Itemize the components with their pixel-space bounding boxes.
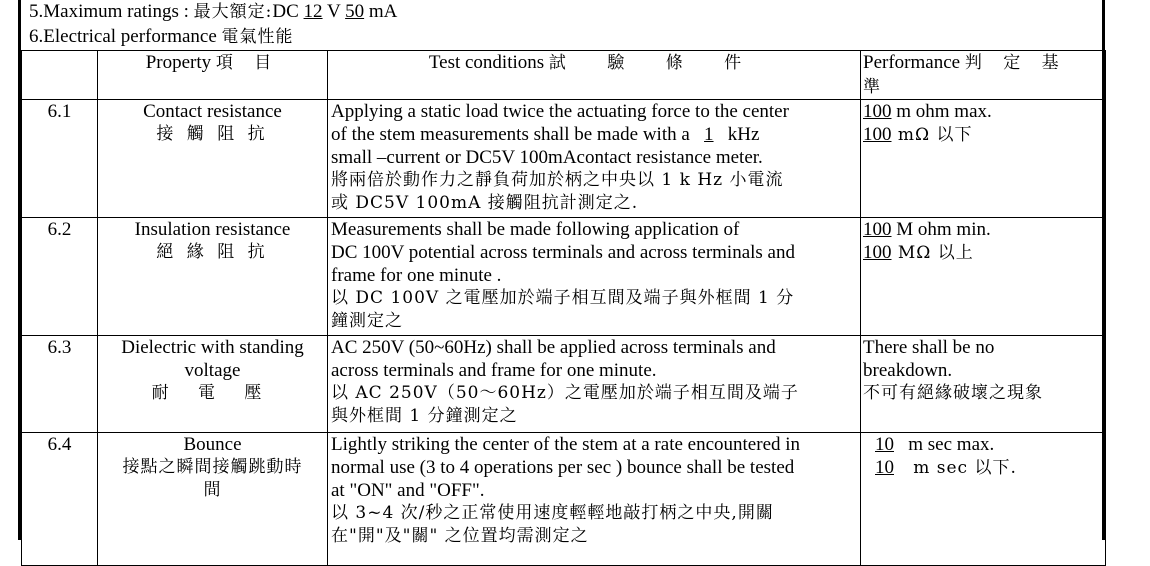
header-conditions-cjk: 試 驗 條 件 (548, 53, 760, 73)
row-conditions (328, 336, 861, 433)
property-en: Dielectric with standing (121, 337, 304, 358)
condition-line: at "ON" and "OFF". (331, 480, 485, 501)
performance-unit: m ohm max. (891, 101, 992, 122)
row-property (98, 100, 328, 218)
condition-cjk-line: 將兩倍於動作力之靜負荷加於柄之中央以 1 k Hz 小電流 (331, 170, 784, 190)
performance-unit: m sec 以下. (894, 458, 1017, 478)
header-property-en: Property (145, 52, 212, 73)
condition-cjk-line: 以 3~4 次/秒之正常使用速度輕輕地敲打柄之中央,開關 (331, 503, 774, 523)
performance-unit: MΩ 以上 (891, 243, 974, 263)
performance-line (863, 100, 1103, 123)
performance-line (863, 456, 1103, 480)
performance-unit: m sec max. (894, 434, 995, 455)
performance-line (863, 218, 1103, 241)
condition-line: normal use (3 to 4 operations per sec ) bounce shall be tested (331, 457, 795, 478)
header-conditions-en: Test conditions (428, 52, 545, 73)
row-number: 6.2 (22, 218, 98, 336)
property-cjk: 耐 電 壓 (151, 383, 274, 403)
performance-line: There shall be no (863, 337, 995, 358)
condition-cjk-line: 以 AC 250V（50～60Hz）之電壓加於端子相互間及端子 (331, 383, 799, 403)
electrical-performance-table (21, 50, 1106, 566)
row-property (98, 336, 328, 433)
performance-line (863, 123, 1103, 147)
row-conditions (328, 218, 861, 336)
property-cjk: 間 (203, 480, 222, 500)
performance-value: 100 (863, 219, 892, 240)
table-row (22, 336, 1106, 433)
condition-line: Lightly striking the center of the stem at a rate encountered in (331, 434, 801, 455)
performance-value: 10 (875, 434, 894, 455)
header-num (22, 51, 98, 100)
header-performance-cjk: 判 定 基 準 (863, 53, 1067, 97)
property-en: Insulation resistance (134, 219, 291, 240)
performance-value: 10 (875, 457, 894, 478)
property-en: voltage (184, 360, 241, 381)
row-performance (861, 336, 1106, 433)
row-property (98, 218, 328, 336)
row-performance (861, 218, 1106, 336)
condition-line: AC 250V (50~60Hz) shall be applied across terminals and (331, 337, 776, 358)
condition-cjk-line: 以 DC 100V 之電壓加於端子相互間及端子與外框間 1 分 (331, 288, 795, 308)
property-en: Bounce (183, 434, 242, 455)
condition-line: Measurements shall be made following application of (331, 219, 740, 240)
performance-value: 100 (863, 101, 892, 122)
property-en: Contact resistance (143, 101, 282, 122)
condition-cjk-line: 或 DC5V 100mA 接觸阻抗計測定之. (331, 193, 639, 213)
performance-unit: M ohm min. (891, 219, 991, 240)
table-row (22, 218, 1106, 336)
voltage-unit: V (326, 1, 341, 22)
row-number: 6.1 (22, 100, 98, 218)
row-performance (861, 433, 1106, 566)
condition-cjk-line: 與外框間 1 分鐘測定之 (331, 406, 518, 426)
property-cjk: 絕 緣 阻 抗 (156, 242, 269, 262)
performance-line (863, 433, 1103, 456)
property-cjk: 接點之瞬間接觸跳動時 (122, 457, 303, 477)
row-number: 6.3 (22, 336, 98, 433)
row-performance (861, 100, 1106, 218)
table-row (22, 433, 1106, 566)
condition-cjk-line: 鐘測定之 (331, 311, 403, 331)
condition-line: Applying a static load twice the actuating force to the center (331, 101, 789, 122)
row-number: 6.4 (22, 433, 98, 566)
rated-voltage: 12 (303, 1, 323, 22)
performance-unit: mΩ 以下 (891, 125, 973, 145)
condition-cjk-line: 在"開"及"關" 之位置均需測定之 (331, 526, 589, 546)
condition-line: of the stem measurements shall be made with a 1 kHz (331, 124, 760, 145)
section-6-label: 6.Electrical performance (29, 26, 217, 47)
header-property (98, 51, 328, 100)
performance-line: 不可有絕緣破壞之現象 (863, 383, 1043, 403)
header-property-cjk: 項 目 (215, 53, 280, 73)
header-performance-en: Performance (863, 52, 961, 73)
section-6-cjk: 電氣性能 (221, 27, 294, 47)
condition-line: across terminals and frame for one minute. (331, 360, 657, 381)
row-conditions (328, 433, 861, 566)
table-row (22, 100, 1106, 218)
row-property (98, 433, 328, 566)
table-header-row (22, 51, 1106, 100)
performance-value: 100 (863, 242, 892, 263)
performance-line: breakdown. (863, 360, 953, 381)
section-6-line (29, 25, 294, 49)
performance-value: 100 (863, 124, 892, 145)
condition-line: small –current or DC5V 100mAcontact resistance meter. (331, 147, 763, 168)
property-cjk: 接 觸 阻 抗 (156, 124, 269, 144)
section-5-label: 5.Maximum ratings : (29, 1, 189, 22)
performance-line (863, 241, 1103, 265)
row-conditions (328, 100, 861, 218)
header-conditions (328, 51, 861, 100)
rated-current: 50 (345, 1, 365, 22)
header-performance (861, 51, 1106, 100)
condition-line: frame for one minute . (331, 265, 502, 286)
current-unit: mA (368, 1, 398, 22)
section-5-cjk: 最大額定: (193, 2, 273, 22)
dc-label: DC (272, 1, 299, 22)
section-5-line (29, 0, 397, 24)
condition-line: DC 100V potential across terminals and across terminals and (331, 242, 795, 263)
